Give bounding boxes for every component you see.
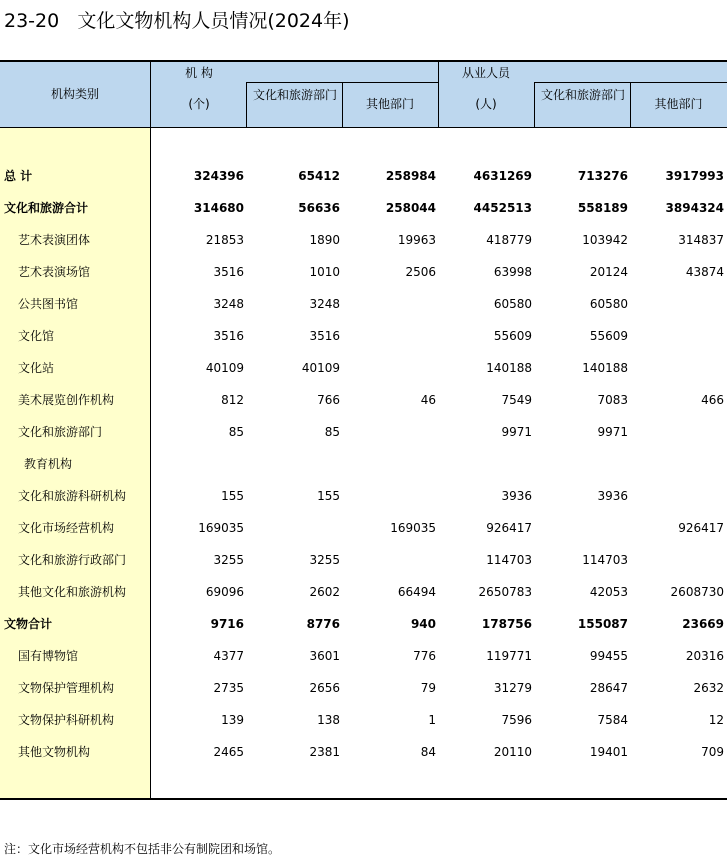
row-value: 3516 xyxy=(309,329,340,343)
table-row xyxy=(0,288,727,320)
footnote: 注：文化市场经营机构不包括非公有制院团和场馆。 xyxy=(4,842,281,856)
row-value: 2656 xyxy=(309,681,340,695)
row-value: 2632 xyxy=(693,681,724,695)
row-value: 2506 xyxy=(405,265,436,279)
table-row xyxy=(0,384,727,416)
row-value: 258044 xyxy=(385,201,436,215)
row-value: 7083 xyxy=(597,393,628,407)
row-value xyxy=(636,448,724,480)
row-value: 40109 xyxy=(205,361,244,375)
row-value: 85 xyxy=(324,425,340,439)
row-value: 2735 xyxy=(213,681,244,695)
row-value: 2602 xyxy=(309,585,340,599)
row-value: 20316 xyxy=(685,649,724,663)
row-value: 709 xyxy=(701,745,724,759)
table-top-border xyxy=(0,60,727,62)
table-row xyxy=(0,416,727,448)
row-value: 79 xyxy=(420,681,436,695)
row-value: 1010 xyxy=(309,265,340,279)
row-value: 466 xyxy=(701,393,724,407)
column-divider xyxy=(630,82,631,128)
row-value xyxy=(636,480,724,512)
row-value: 3516 xyxy=(213,329,244,343)
row-label: 其他文物机构 xyxy=(18,745,91,759)
header-bottom-border xyxy=(0,127,727,128)
row-value xyxy=(348,480,436,512)
row-label: 文化和旅游科研机构 xyxy=(18,489,127,503)
row-label: 文化和旅游行政部门 xyxy=(18,553,127,567)
table-row xyxy=(0,672,727,704)
row-value: 40109 xyxy=(301,361,340,375)
row-value: 43874 xyxy=(685,265,724,279)
row-label: 教育机构 xyxy=(24,457,73,471)
row-value: 46 xyxy=(420,393,436,407)
row-value xyxy=(348,288,436,320)
row-value xyxy=(348,544,436,576)
row-value: 140188 xyxy=(582,361,628,375)
table-row xyxy=(0,480,727,512)
row-value: 9971 xyxy=(501,425,532,439)
row-value: 3255 xyxy=(309,553,340,567)
row-value: 940 xyxy=(410,617,436,631)
data-table xyxy=(0,60,727,800)
row-value xyxy=(636,544,724,576)
row-value: 169035 xyxy=(390,521,436,535)
row-value xyxy=(636,320,724,352)
row-value: 3255 xyxy=(213,553,244,567)
row-label: 公共图书馆 xyxy=(18,297,79,311)
row-value: 776 xyxy=(413,649,436,663)
row-value: 9716 xyxy=(210,617,244,631)
row-value: 2465 xyxy=(213,745,244,759)
row-value: 69096 xyxy=(205,585,244,599)
row-value: 155 xyxy=(221,489,244,503)
row-label: 艺术表演场馆 xyxy=(18,265,91,279)
table-row xyxy=(0,256,727,288)
row-value: 1 xyxy=(428,713,436,727)
table-row xyxy=(0,576,727,608)
row-label: 文化馆 xyxy=(18,329,55,343)
row-label: 文物合计 xyxy=(4,617,53,631)
row-value xyxy=(348,448,436,480)
row-value: 8776 xyxy=(306,617,340,631)
row-value: 85 xyxy=(228,425,244,439)
row-value: 65412 xyxy=(298,169,340,183)
row-value xyxy=(156,448,244,480)
row-value: 2608730 xyxy=(670,585,724,599)
row-label: 文化和旅游部门 xyxy=(18,425,103,439)
header-staff-unit: (人) xyxy=(475,97,497,111)
row-label: 国有博物馆 xyxy=(18,649,79,663)
row-value: 7584 xyxy=(597,713,628,727)
row-value: 19401 xyxy=(589,745,628,759)
row-value: 55609 xyxy=(589,329,628,343)
row-value xyxy=(252,512,340,544)
row-label: 文化市场经营机构 xyxy=(18,521,115,535)
row-value: 55609 xyxy=(493,329,532,343)
row-value: 324396 xyxy=(193,169,244,183)
table-row xyxy=(0,320,727,352)
row-value: 7549 xyxy=(501,393,532,407)
table-row xyxy=(0,544,727,576)
row-value xyxy=(348,416,436,448)
row-value xyxy=(636,288,724,320)
row-value: 3894324 xyxy=(665,201,724,215)
row-value: 258984 xyxy=(385,169,436,183)
table-row xyxy=(0,608,727,640)
row-value: 169035 xyxy=(198,521,244,535)
header-inst-culture-dept: 文化和旅游部门 xyxy=(253,88,338,102)
row-value xyxy=(348,352,436,384)
row-value: 140188 xyxy=(486,361,532,375)
row-value: 812 xyxy=(221,393,244,407)
row-value: 99455 xyxy=(589,649,628,663)
row-value: 3601 xyxy=(309,649,340,663)
row-value: 155087 xyxy=(577,617,628,631)
row-value: 3917993 xyxy=(665,169,724,183)
row-value: 2650783 xyxy=(478,585,532,599)
row-value: 926417 xyxy=(678,521,724,535)
row-value: 84 xyxy=(420,745,436,759)
table-row xyxy=(0,704,727,736)
row-value xyxy=(444,448,532,480)
row-value xyxy=(636,352,724,384)
row-value: 155 xyxy=(317,489,340,503)
row-value: 314837 xyxy=(678,233,724,247)
row-value: 119771 xyxy=(486,649,532,663)
row-value: 1890 xyxy=(309,233,340,247)
row-value: 31279 xyxy=(493,681,532,695)
row-value: 4377 xyxy=(213,649,244,663)
row-value xyxy=(540,448,628,480)
header-staff-culture-dept: 文化和旅游部门 xyxy=(541,88,626,102)
row-value: 60580 xyxy=(589,297,628,311)
row-value: 2381 xyxy=(309,745,340,759)
row-value: 12 xyxy=(708,713,724,727)
column-divider xyxy=(438,60,439,128)
row-value: 60580 xyxy=(493,297,532,311)
row-value: 713276 xyxy=(577,169,628,183)
row-value xyxy=(348,320,436,352)
table-row xyxy=(0,224,727,256)
row-label: 艺术表演团体 xyxy=(18,233,91,247)
row-value: 42053 xyxy=(589,585,628,599)
table-row xyxy=(0,352,727,384)
row-value: 418779 xyxy=(486,233,532,247)
row-value: 3936 xyxy=(501,489,532,503)
page-title: 23-20 文化文物机构人员情况(2024年) xyxy=(4,10,350,32)
row-value: 926417 xyxy=(486,521,532,535)
row-value: 66494 xyxy=(397,585,436,599)
row-value: 3248 xyxy=(213,297,244,311)
row-value: 314680 xyxy=(193,201,244,215)
column-divider xyxy=(534,82,535,128)
table-row xyxy=(0,736,727,768)
row-value: 114703 xyxy=(582,553,628,567)
header-institutions: 机 构 xyxy=(185,66,213,80)
row-value: 138 xyxy=(317,713,340,727)
header-staff: 从业人员 xyxy=(461,66,510,80)
row-value: 7596 xyxy=(501,713,532,727)
row-value: 766 xyxy=(317,393,340,407)
row-label: 文化和旅游合计 xyxy=(4,201,89,215)
row-value: 20110 xyxy=(493,745,532,759)
header-institutions-unit: (个) xyxy=(188,97,210,111)
row-value: 3516 xyxy=(213,265,244,279)
row-value: 19963 xyxy=(397,233,436,247)
table-row xyxy=(0,640,727,672)
header-inst-other-dept: 其他部门 xyxy=(365,97,414,111)
table-row xyxy=(0,512,727,544)
row-value: 28647 xyxy=(589,681,628,695)
row-label: 总 计 xyxy=(4,169,33,183)
row-value: 63998 xyxy=(493,265,532,279)
row-label: 文物保护管理机构 xyxy=(18,681,115,695)
table-bottom-border xyxy=(0,798,727,800)
row-value: 4631269 xyxy=(473,169,532,183)
table-row xyxy=(0,192,727,224)
row-value xyxy=(636,416,724,448)
header-staff-other-dept: 其他部门 xyxy=(654,97,703,111)
row-value: 178756 xyxy=(481,617,532,631)
row-value: 3248 xyxy=(309,297,340,311)
row-label: 文化站 xyxy=(18,361,55,375)
table-row xyxy=(0,160,727,192)
table-row xyxy=(0,448,727,480)
row-label: 美术展览创作机构 xyxy=(18,393,115,407)
row-value: 139 xyxy=(221,713,244,727)
row-value: 9971 xyxy=(597,425,628,439)
row-value xyxy=(540,512,628,544)
row-value: 23669 xyxy=(682,617,724,631)
header-category: 机构类别 xyxy=(50,87,99,101)
row-value: 103942 xyxy=(582,233,628,247)
row-value xyxy=(252,448,340,480)
row-value: 56636 xyxy=(298,201,340,215)
row-value: 20124 xyxy=(589,265,628,279)
row-value: 114703 xyxy=(486,553,532,567)
row-label: 文物保护科研机构 xyxy=(18,713,115,727)
row-value: 4452513 xyxy=(473,201,532,215)
row-label: 其他文化和旅游机构 xyxy=(18,585,127,599)
row-value: 21853 xyxy=(205,233,244,247)
column-divider xyxy=(246,82,247,128)
column-divider xyxy=(342,82,343,128)
row-value: 3936 xyxy=(597,489,628,503)
row-value: 558189 xyxy=(577,201,628,215)
